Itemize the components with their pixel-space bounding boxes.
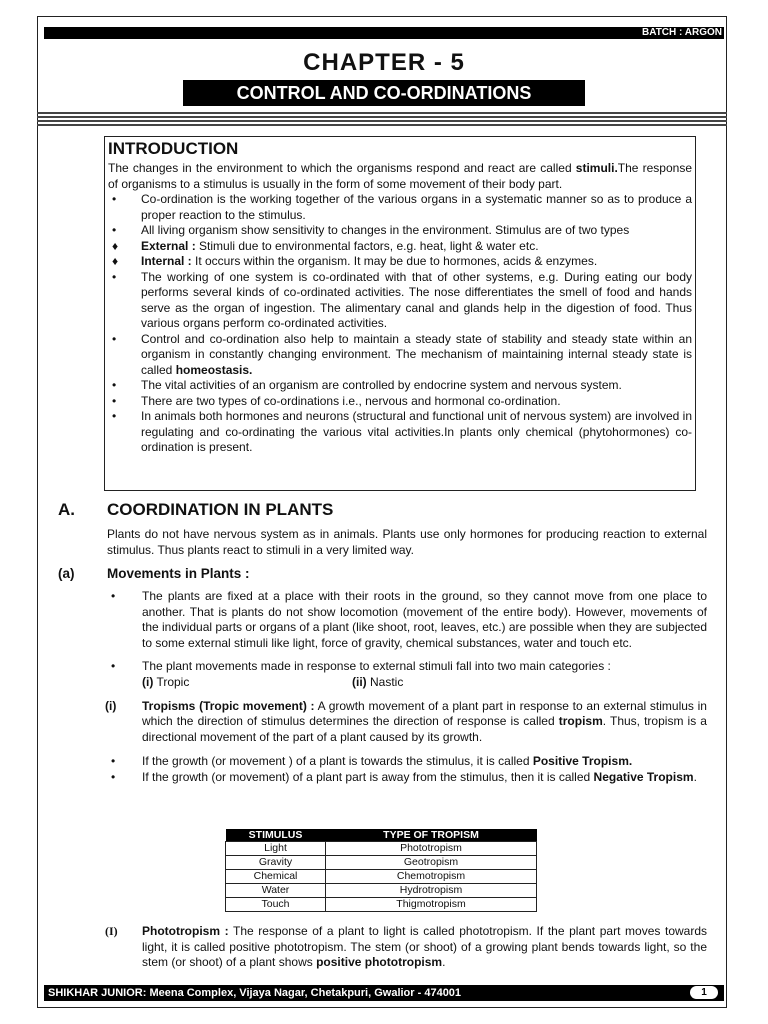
intro-external — [108, 239, 692, 255]
intro-text-c: The response of organisms to a stimulus is usually in the form of some movement of their body part. — [108, 161, 692, 191]
chapter-subtitle: CONTROL AND CO-ORDINATIONS — [183, 80, 585, 106]
section-a-marker: A. — [58, 500, 75, 519]
intro-bullet-1 — [108, 192, 692, 223]
bullet-mark: • — [112, 409, 117, 423]
phototropism-title: Phototropism : — [142, 924, 229, 938]
section-a-title: COORDINATION IN PLANTS — [107, 500, 334, 519]
bullet-text: The vital activities of an organism are controlled by endocrine system and nervous system. — [141, 378, 622, 392]
table-header: STIMULUS — [226, 829, 326, 842]
bullet-text: The working of one system is co-ordinated with that of other systems, e.g. During eating our body performs several kinds of co-ordinated activities. The nose differentiates the smell of food and hands serve as the organ of ingestion. The alimentary canal and glands help in the digestion of food. Thus various organs perform co-ordinated activities. — [141, 269, 692, 330]
stimulus-cell: Chemical — [226, 870, 326, 884]
introduction-box — [104, 136, 696, 491]
stimulus-cell: Touch — [226, 898, 326, 912]
bullet-text: All living organism show sensitivity to changes in the environment. Stimulus are of two types — [141, 223, 630, 237]
bullet-mark: • — [112, 331, 117, 346]
tropism-term: tropism — [558, 714, 603, 728]
bullet-text: In animals both hormones and neurons (structural and functional unit of nervous system) are involved in regulating and co-ordinating the various vital activities.In plants only chemical (phytohormones) co-ordination is present. — [141, 409, 692, 454]
intro-bullet-6 — [108, 394, 692, 410]
negative-tropism-bullet — [107, 770, 707, 786]
external-label: External : — [141, 238, 196, 253]
section-a-text: Plants do not have nervous system as in animals. Plants use only hormones for producing reaction to external stimulus. Thus plants react to stimuli in a very limited way. — [107, 527, 707, 557]
internal-label: Internal : — [141, 254, 192, 268]
table-row — [226, 870, 537, 884]
category-2-text: Nastic — [366, 674, 404, 689]
diamond-icon: ♦ — [112, 254, 119, 268]
phototropism-marker: (I) — [105, 924, 118, 938]
table-header-row — [226, 829, 537, 842]
intro-paragraph — [108, 161, 692, 192]
tropism-cell: Chemotropism — [326, 870, 537, 884]
stimulus-cell: Light — [226, 842, 326, 856]
stimulus-cell: Gravity — [226, 856, 326, 870]
divider-rules — [37, 112, 727, 128]
intro-bullet-2 — [108, 223, 692, 239]
section-a-heading — [58, 500, 334, 520]
external-text: Stimuli due to environmental factors, e.g. heat, light & water etc. — [195, 238, 539, 253]
bullet-mark: • — [112, 393, 117, 408]
bullet-mark: • — [112, 269, 117, 284]
tropism-cell: Thigmotropism — [326, 898, 537, 912]
stimulus-cell: Water — [226, 884, 326, 898]
intro-internal — [108, 254, 692, 270]
positive-tropism-term: Positive Tropism. — [532, 754, 633, 768]
intro-bullet-7 — [108, 409, 692, 456]
category-list — [142, 675, 707, 690]
batch-label: BATCH : ARGON — [642, 27, 722, 38]
movement-bullet-1 — [107, 589, 707, 651]
tropism-cell: Phototropism — [326, 842, 537, 856]
table-row — [226, 842, 537, 856]
positive-phototropism-term: positive phototropism — [316, 955, 443, 969]
intro-text-a: The changes in the environment to which the organisms respond and react are called — [108, 161, 576, 175]
bullet-mark: • — [111, 659, 116, 673]
phototropism-text-c: . — [442, 955, 446, 969]
subsection-a-marker: (a) — [58, 566, 75, 581]
bullet-text: If the growth (or movement) of a plant part is away from the stimulus, then it is called — [142, 769, 594, 784]
bullet-mark: • — [111, 589, 116, 603]
table-row — [226, 884, 537, 898]
intro-bullet-4 — [108, 332, 692, 379]
bullet-text: If the growth (or movement ) of a plant is towards the stimulus, it is called — [142, 754, 533, 768]
internal-text: It occurs within the organism. It may be due to hormones, acids & enzymes. — [191, 254, 598, 268]
subsection-a-heading — [58, 566, 250, 581]
table-row — [226, 856, 537, 870]
tropism-cell: Geotropism — [326, 856, 537, 870]
diamond-icon: ♦ — [112, 238, 119, 253]
introduction-title: INTRODUCTION — [108, 139, 239, 158]
bullet-mark: • — [111, 769, 116, 784]
table-row — [226, 898, 537, 912]
intro-bullet-5 — [108, 378, 692, 394]
tropism-text-c: . Thus, tropism is a directional movement of the part of a plant caused by its growth. — [142, 714, 707, 744]
page-number: 1 — [690, 986, 718, 999]
tropism-table — [225, 829, 537, 912]
footer-address: SHIKHAR JUNIOR: Meena Complex, Vijaya Nagar, Chetakpuri, Gwalior - 474001 — [48, 987, 462, 999]
movement-bullet-2 — [107, 659, 707, 690]
chapter-title: CHAPTER - 5 — [303, 49, 465, 76]
tropism-definition — [107, 699, 707, 746]
bullet-text: The plants are fixed at a place with their roots in the ground, so they cannot move from one place to another. That is plants do not show locomotion (movement of the entire body). However, movements of the individual parts or organs of a plant (like shoot, root, leaves, etc.) are possible when they are subjected to some external stimuli like light, force of gravity, chemical substances, water and touch etc. — [142, 589, 707, 650]
bullet-mark: • — [112, 223, 117, 237]
footer-bar — [44, 985, 724, 1001]
bullet-text: Control and co-ordination also help to maintain a steady state of stability and steady state within an organism in constantly changing environment. The mechanism of maintaining internal steady state is called — [141, 331, 692, 377]
tropism-text-a: A growth movement of a plant part in response to an external stimulus in which the direction of stimulus determines the direction of response is called — [142, 698, 707, 728]
category-tropic — [142, 675, 189, 691]
batch-header — [44, 27, 724, 39]
phototropism-text-a: The response of a plant to light is called phototropism. If the plant part moves towards light, it is called positive phototropism. The stem (or shoot) of a growing plant bends towards light, so the stem (or shoot) of a plant shows — [142, 924, 708, 969]
phototropism-definition — [107, 924, 707, 971]
intro-bullet-3 — [108, 270, 692, 332]
bullet-text: There are two types of co-ordinations i.e., nervous and hormonal co-ordination. — [141, 393, 561, 408]
bullet-text: Co-ordination is the working together of the various organs in a systematic manner so as to produce a proper reaction to the stimulus. — [141, 192, 692, 222]
tropism-cell: Hydrotropism — [326, 884, 537, 898]
intro-text-stimuli: stimuli. — [575, 161, 618, 175]
phototropism-content — [107, 924, 707, 971]
positive-tropism-bullet — [107, 754, 707, 770]
category-1-label: (i) — [142, 674, 154, 689]
subsection-a-title: Movements in Plants : — [107, 566, 250, 581]
bullet-mark: • — [112, 378, 117, 392]
movements-content — [107, 589, 707, 785]
tropism-title: Tropisms (Tropic movement) : — [142, 698, 315, 713]
bullet-mark: • — [111, 754, 116, 768]
bullet-text: The plant movements made in response to external stimuli fall into two main categories : — [142, 659, 611, 673]
homeostasis-term: homeostasis. — [175, 362, 253, 377]
category-2-label: (ii) — [352, 674, 367, 689]
bullet-mark: • — [112, 192, 117, 206]
category-nastic — [352, 675, 403, 691]
table-header: TYPE OF TROPISM — [326, 829, 537, 842]
tropism-marker: (i) — [105, 698, 117, 713]
negative-tropism-term: Negative Tropism — [593, 769, 694, 784]
category-1-text: Tropic — [153, 674, 190, 689]
bullet-text-end: . — [693, 769, 697, 784]
